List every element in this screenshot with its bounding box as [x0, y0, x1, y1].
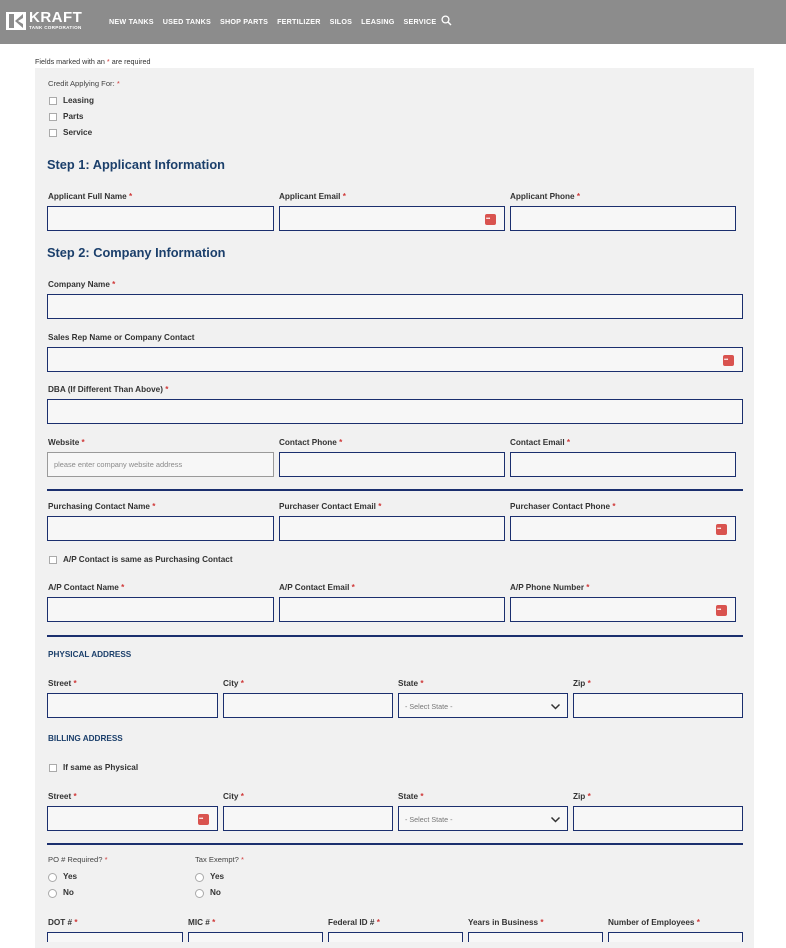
purchaser-email-label: Purchaser Contact Email * [279, 502, 382, 511]
required-note-prefix: Fields marked with an [35, 57, 105, 66]
ap-name-input[interactable] [48, 598, 273, 621]
years-business-label: Years in Business * [468, 918, 544, 927]
purchaser-email-field[interactable] [279, 516, 505, 541]
purchasing-name-field[interactable] [47, 516, 274, 541]
applicant-email-label: Applicant Email * [279, 192, 346, 201]
federal-id-field[interactable] [328, 932, 463, 942]
ap-phone-input[interactable] [511, 598, 735, 621]
dba-input[interactable] [48, 400, 742, 423]
physical-city-field[interactable] [223, 693, 393, 718]
mic-label: MIC # * [188, 918, 216, 927]
company-name-label: Company Name * [48, 280, 116, 289]
website-label: Website * [48, 438, 85, 447]
billing-state-select[interactable] [398, 806, 568, 831]
company-name-input[interactable] [48, 295, 742, 318]
applicant-phone-input[interactable] [511, 207, 735, 230]
parts-option-label: Parts [63, 112, 84, 121]
po-no-label: No [63, 888, 74, 897]
ap-name-label: A/P Contact Name * [48, 583, 125, 592]
purchaser-phone-field[interactable] [510, 516, 736, 541]
applicant-name-input[interactable] [48, 207, 273, 230]
tax-yes-label: Yes [210, 872, 225, 881]
nav-shop-parts[interactable]: SHOP PARTS [220, 17, 269, 26]
ap-phone-field[interactable] [510, 597, 736, 622]
federal-id-label: Federal ID # * [328, 918, 380, 927]
logo-text: KRAFT [29, 9, 83, 26]
company-name-field[interactable] [47, 294, 743, 319]
section-divider [47, 489, 743, 491]
tax-exempt-label: Tax Exempt? * [195, 855, 244, 864]
num-employees-field[interactable] [608, 932, 743, 942]
billing-street-input[interactable] [48, 807, 217, 830]
ap-email-label: A/P Contact Email * [279, 583, 355, 592]
contact-email-label: Contact Email * [510, 438, 571, 447]
applicant-email-input[interactable] [280, 207, 504, 230]
purchaser-email-input[interactable] [280, 517, 504, 540]
same-as-physical-label: If same as Physical [63, 763, 139, 772]
required-mark: * [106, 57, 110, 66]
billing-street-label: Street * [48, 792, 77, 801]
required-note-suffix: are required [111, 57, 151, 66]
ap-name-field[interactable] [47, 597, 274, 622]
autofill-icon[interactable] [716, 605, 727, 616]
billing-address-title: BILLING ADDRESS [48, 734, 123, 743]
autofill-icon[interactable] [716, 524, 727, 535]
kraft-logo-mark-icon [6, 12, 26, 30]
applicant-phone-label: Applicant Phone * [510, 192, 581, 201]
step2-title: Step 2: Company Information [47, 245, 226, 260]
dot-label: DOT # * [48, 918, 78, 927]
tax-no-label: No [210, 888, 221, 897]
applicant-name-label: Applicant Full Name * [48, 192, 133, 201]
service-checkbox[interactable] [49, 129, 57, 137]
billing-zip-field[interactable] [573, 806, 743, 831]
state-select-value: - Select State - [405, 815, 453, 824]
physical-address-title: PHYSICAL ADDRESS [48, 650, 132, 659]
nav-new-tanks[interactable]: NEW TANKS [109, 17, 154, 26]
nav-leasing[interactable]: LEASING [361, 17, 395, 26]
num-employees-label: Number of Employees * [608, 918, 700, 927]
years-business-field[interactable] [468, 932, 603, 942]
applicant-email-field[interactable] [279, 206, 505, 231]
billing-zip-label: Zip * [573, 792, 591, 801]
nav-silos[interactable]: SILOS [329, 17, 353, 26]
tax-no-radio[interactable] [195, 889, 204, 898]
service-option-label: Service [63, 128, 93, 137]
required-fields-note [35, 57, 150, 66]
same-as-physical-checkbox[interactable] [49, 764, 57, 772]
physical-state-label: State * [398, 679, 424, 688]
ap-email-input[interactable] [280, 598, 504, 621]
step1-title: Step 1: Applicant Information [47, 157, 225, 172]
contact-phone-label: Contact Phone * [279, 438, 343, 447]
top-navigation-bar [0, 0, 786, 44]
contact-email-input[interactable] [511, 453, 735, 476]
billing-zip-input[interactable] [574, 807, 742, 830]
physical-zip-label: Zip * [573, 679, 591, 688]
po-yes-label: Yes [63, 872, 78, 881]
physical-street-input[interactable] [48, 694, 217, 717]
billing-state-label: State * [398, 792, 424, 801]
chevron-down-icon [550, 701, 561, 712]
leasing-checkbox[interactable] [49, 97, 57, 105]
purchasing-name-label: Purchasing Contact Name * [48, 502, 156, 511]
applicant-phone-field[interactable] [510, 206, 736, 231]
mic-field[interactable] [188, 932, 323, 942]
state-select-value: - Select State - [405, 702, 453, 711]
dba-field[interactable] [47, 399, 743, 424]
nav-fertilizer[interactable]: FERTILIZER [277, 17, 321, 26]
physical-city-label: City * [223, 679, 244, 688]
dba-label: DBA (If Different Than Above) * [48, 385, 169, 394]
sales-rep-label: Sales Rep Name or Company Contact [48, 333, 195, 342]
billing-city-input[interactable] [224, 807, 392, 830]
contact-phone-field[interactable] [279, 452, 505, 477]
dot-field[interactable] [47, 932, 183, 942]
main-nav [109, 17, 445, 26]
purchasing-name-input[interactable] [48, 517, 273, 540]
parts-checkbox[interactable] [49, 113, 57, 121]
physical-state-select[interactable] [398, 693, 568, 718]
autofill-icon[interactable] [723, 355, 734, 366]
billing-city-field[interactable] [223, 806, 393, 831]
po-no-radio[interactable] [48, 889, 57, 898]
chevron-down-icon [550, 814, 561, 825]
section-divider [47, 843, 743, 845]
website-input[interactable] [48, 453, 273, 476]
ap-email-field[interactable] [279, 597, 505, 622]
billing-street-field[interactable] [47, 806, 218, 831]
leasing-option-label: Leasing [63, 96, 94, 105]
sales-rep-field[interactable] [47, 347, 743, 372]
ap-same-label: A/P Contact is same as Purchasing Contact [63, 555, 233, 564]
po-required-label: PO # Required? * [48, 855, 108, 864]
physical-zip-field[interactable] [573, 693, 743, 718]
billing-city-label: City * [223, 792, 244, 801]
tax-yes-radio[interactable] [195, 873, 204, 882]
nav-service[interactable]: SERVICE [403, 17, 437, 26]
autofill-icon[interactable] [198, 814, 209, 825]
purchaser-phone-input[interactable] [511, 517, 735, 540]
physical-street-field[interactable] [47, 693, 218, 718]
contact-email-field[interactable] [510, 452, 736, 477]
po-yes-radio[interactable] [48, 873, 57, 882]
physical-city-input[interactable] [224, 694, 392, 717]
credit-applying-label: Credit Applying For: * [48, 79, 120, 88]
website-field[interactable] [47, 452, 274, 477]
logo-subtext: TANK CORPORATION [29, 25, 82, 30]
ap-phone-label: A/P Phone Number * [510, 583, 590, 592]
nav-used-tanks[interactable]: USED TANKS [162, 17, 211, 26]
section-divider [47, 635, 743, 637]
purchaser-phone-label: Purchaser Contact Phone * [510, 502, 616, 511]
physical-street-label: Street * [48, 679, 77, 688]
sales-rep-input[interactable] [48, 348, 742, 371]
contact-phone-input[interactable] [280, 453, 504, 476]
search-icon[interactable] [441, 15, 452, 26]
ap-same-checkbox[interactable] [49, 556, 57, 564]
physical-zip-input[interactable] [574, 694, 742, 717]
autofill-icon[interactable] [485, 214, 496, 225]
applicant-name-field[interactable] [47, 206, 274, 231]
